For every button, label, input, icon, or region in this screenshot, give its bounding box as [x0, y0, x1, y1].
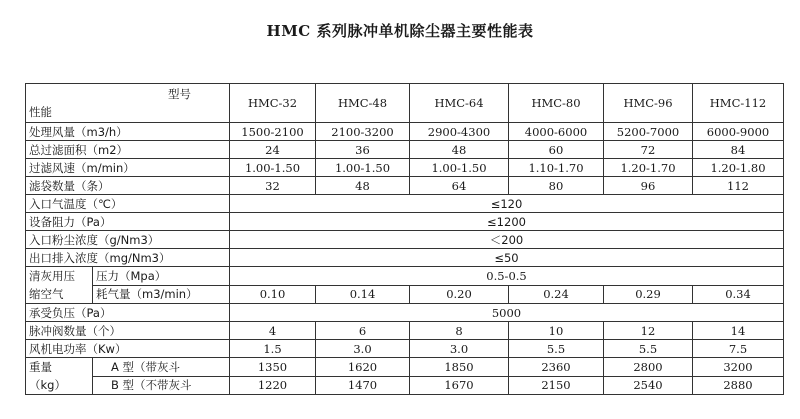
table-row [26, 249, 784, 267]
table-row [26, 376, 784, 395]
table-cell: 4 [230, 322, 316, 340]
row-label: 处理风量（m3/h） [26, 123, 230, 141]
table-cell: 2150 [509, 376, 604, 395]
table-cell: 84 [693, 141, 784, 159]
table-cell: 1500-2100 [230, 123, 316, 141]
table-cell: 0.5-0.5 [230, 267, 784, 286]
model-column-header: HMC-96 [604, 84, 693, 123]
table-cell: 72 [604, 141, 693, 159]
table-row [26, 213, 784, 231]
table-cell: 0.29 [604, 285, 693, 304]
table-cell: 32 [230, 177, 316, 195]
table-row [26, 267, 784, 286]
table-row [26, 195, 784, 213]
model-column-header: HMC-48 [316, 84, 410, 123]
table-cell: 1620 [316, 358, 410, 377]
table-row [26, 141, 784, 159]
table-cell: 5000 [230, 304, 784, 322]
table-cell: 12 [604, 322, 693, 340]
table-row [26, 358, 784, 377]
table-cell: 8 [410, 322, 509, 340]
row-label: 脉冲阀数量（个） [26, 322, 230, 340]
row-label: 过滤风速（m/min） [26, 159, 230, 177]
row-group-label [26, 267, 93, 304]
model-column-header: HMC-80 [509, 84, 604, 123]
table-cell: 1.00-1.50 [410, 159, 509, 177]
table-cell: 7.5 [693, 340, 784, 358]
table-cell: 2540 [604, 376, 693, 395]
row-label: 滤袋数量（条） [26, 177, 230, 195]
table-cell: 14 [693, 322, 784, 340]
table-cell: 3.0 [410, 340, 509, 358]
table-row [26, 231, 784, 249]
table-cell: ≤1200 [230, 213, 784, 231]
table-cell: 60 [509, 141, 604, 159]
row-sub-label: 压力（Mpa） [93, 267, 230, 286]
table-cell: 96 [604, 177, 693, 195]
header-row [26, 84, 784, 123]
table-cell: 10 [509, 322, 604, 340]
model-header: 型号 [168, 87, 191, 101]
row-label: 入口气温度（℃） [26, 195, 230, 213]
table-cell: 112 [693, 177, 784, 195]
table-cell: 2900-4300 [410, 123, 509, 141]
table-cell: 1850 [410, 358, 509, 377]
table-row [26, 340, 784, 358]
table-row [26, 123, 784, 141]
table-cell: 3200 [693, 358, 784, 377]
table-cell: 48 [410, 141, 509, 159]
table-cell: 1220 [230, 376, 316, 395]
table-cell: 5.5 [509, 340, 604, 358]
header-corner-cell [26, 84, 230, 123]
table-row [26, 285, 784, 304]
row-group-label [26, 358, 93, 395]
table-cell: 1.5 [230, 340, 316, 358]
row-label: 总过滤面积（m2） [26, 141, 230, 159]
table-cell: 2800 [604, 358, 693, 377]
performance-header: 性能 [29, 105, 52, 119]
model-column-header: HMC-112 [693, 84, 784, 123]
table-cell: 0.10 [230, 285, 316, 304]
table-row [26, 322, 784, 340]
table-cell: 1350 [230, 358, 316, 377]
table-cell: 80 [509, 177, 604, 195]
row-label: 入口粉尘浓度（g/Nm3） [26, 231, 230, 249]
row-sub-label: 耗气量（m3/min） [93, 285, 230, 304]
table-cell: ＜200 [230, 231, 784, 249]
table-cell: 1.20-1.70 [604, 159, 693, 177]
table-cell: 4000-6000 [509, 123, 604, 141]
table-cell: 1.20-1.80 [693, 159, 784, 177]
table-cell: ≤120 [230, 195, 784, 213]
table-cell: 1470 [316, 376, 410, 395]
model-column-header: HMC-64 [410, 84, 509, 123]
table-cell: 5.5 [604, 340, 693, 358]
table-cell: 64 [410, 177, 509, 195]
row-sub-label: B 型（不带灰斗 [93, 376, 230, 395]
table-cell: 5200-7000 [604, 123, 693, 141]
table-row [26, 159, 784, 177]
table-cell: 2100-3200 [316, 123, 410, 141]
table-cell: 1.00-1.50 [230, 159, 316, 177]
table-cell: 2880 [693, 376, 784, 395]
table-cell: 36 [316, 141, 410, 159]
model-column-header: HMC-32 [230, 84, 316, 123]
row-label: 出口排入浓度（mg/Nm3） [26, 249, 230, 267]
row-label: 设备阻力（Pa） [26, 213, 230, 231]
row-group-label-line: （kg） [29, 378, 66, 392]
table-cell: 3.0 [316, 340, 410, 358]
table-cell: ≤50 [230, 249, 784, 267]
table-cell: 0.14 [316, 285, 410, 304]
table-row [26, 304, 784, 322]
page-title: HMC 系列脉冲单机除尘器主要性能表 [266, 22, 534, 40]
performance-table [25, 83, 784, 395]
row-group-label-line: 清灰用压 [29, 269, 75, 283]
table-cell: 2360 [509, 358, 604, 377]
table-cell: 0.24 [509, 285, 604, 304]
row-label: 承受负压（Pa） [26, 304, 230, 322]
row-label: 风机电功率（Kw） [26, 340, 230, 358]
table-cell: 48 [316, 177, 410, 195]
table-row [26, 177, 784, 195]
table-cell: 1.00-1.50 [316, 159, 410, 177]
table-cell: 24 [230, 141, 316, 159]
table-cell: 6000-9000 [693, 123, 784, 141]
row-group-label-line: 重量 [29, 360, 52, 374]
row-sub-label: A 型（带灰斗 [93, 358, 230, 377]
table-cell: 1.10-1.70 [509, 159, 604, 177]
table-cell: 1670 [410, 376, 509, 395]
row-group-label-line: 缩空气 [29, 287, 64, 301]
table-cell: 0.34 [693, 285, 784, 304]
table-cell: 0.20 [410, 285, 509, 304]
table-cell: 6 [316, 322, 410, 340]
